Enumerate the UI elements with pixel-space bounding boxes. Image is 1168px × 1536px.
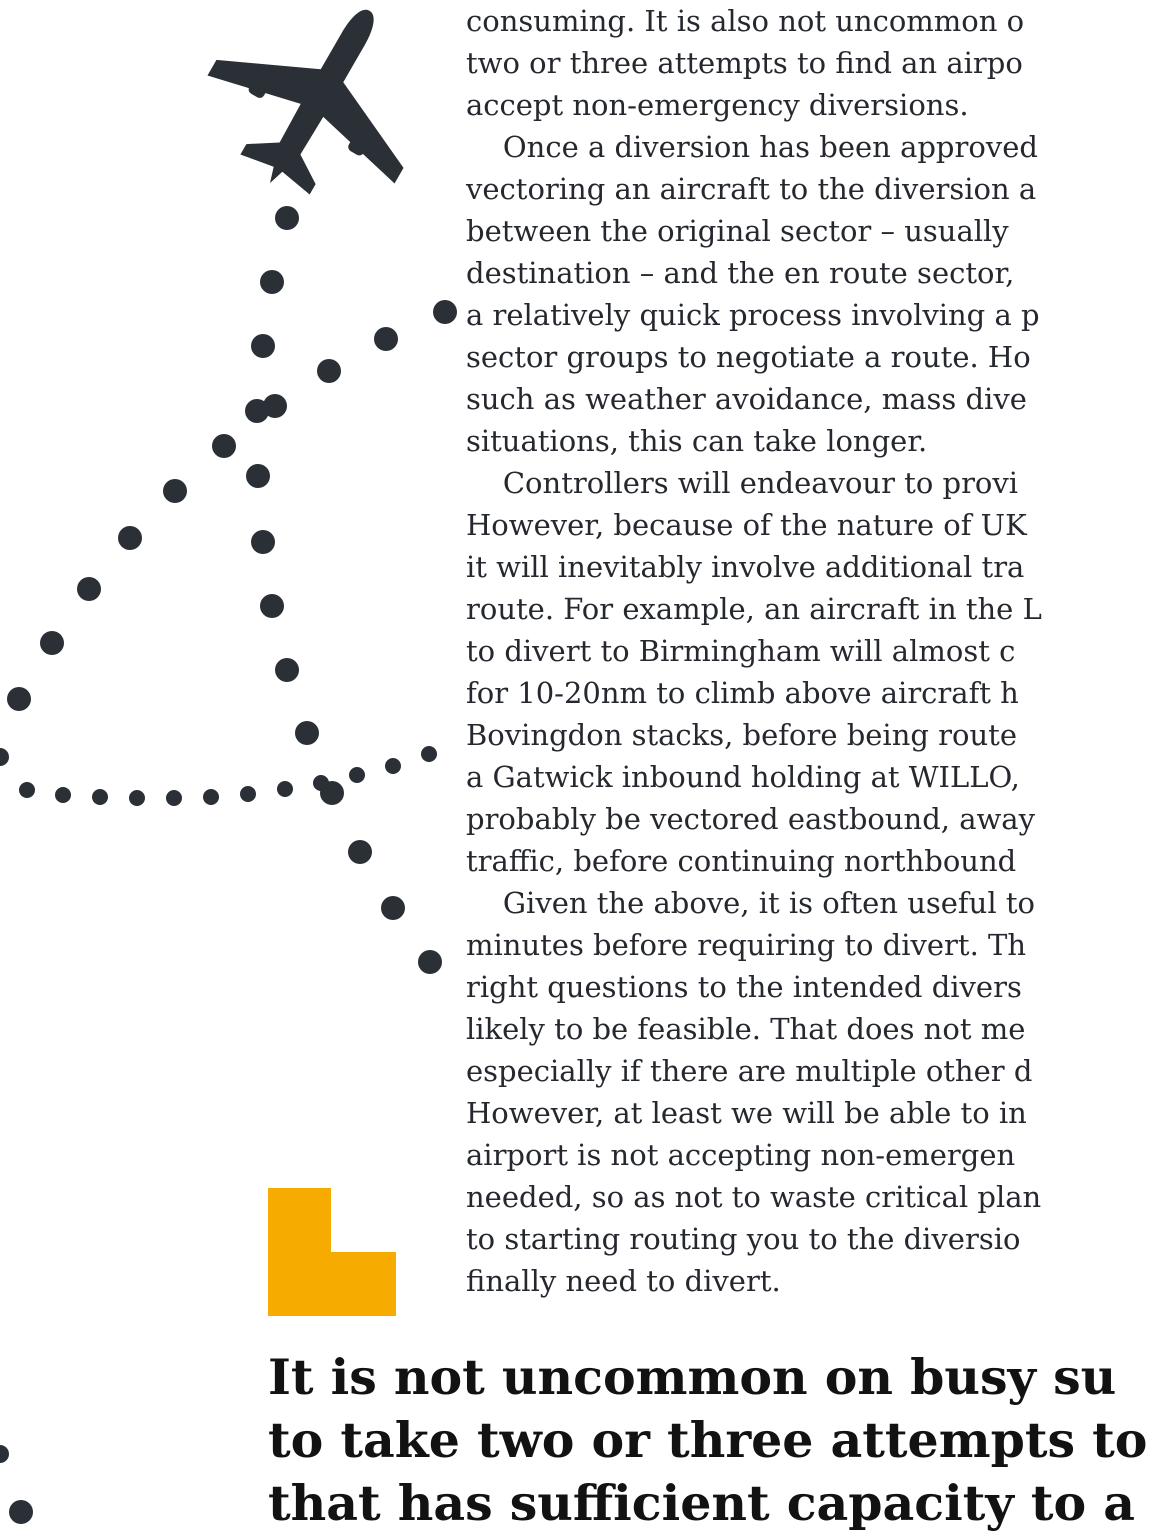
airplane-icon	[176, 0, 463, 237]
body-text-line: However, because of the nature of UK	[466, 508, 1027, 542]
body-text-line: such as weather avoidance, mass dive	[466, 382, 1027, 416]
body-text-line: Bovingdon stacks, before being route	[466, 718, 1017, 752]
corner-block-icon	[268, 1188, 396, 1316]
body-text-line: probably be vectored eastbound, away	[466, 802, 1035, 836]
body-text-line: accept non-emergency diversions.	[466, 88, 969, 122]
body-text-line: vectoring an aircraft to the diversion a	[466, 172, 1037, 206]
body-text-line: finally need to divert.	[466, 1264, 781, 1298]
body-text-line: a Gatwick inbound holding at WILLO,	[466, 760, 1020, 794]
body-text-line: two or three attempts to find an airpo	[466, 46, 1023, 80]
body-text-line: airport is not accepting non-emergen	[466, 1138, 1016, 1172]
body-text-line: route. For example, an aircraft in the L	[466, 592, 1042, 626]
body-text-line: likely to be feasible. That does not me	[466, 1012, 1026, 1046]
body-text-line: Once a diversion has been approved	[466, 130, 1038, 164]
body-text-line: sector groups to negotiate a route. Ho	[466, 340, 1031, 374]
body-text-line: However, at least we will be able to in	[466, 1096, 1027, 1130]
pull-quote-line: It is not uncommon on busy su	[268, 1348, 1117, 1406]
body-text-line: to divert to Birmingham will almost c	[466, 634, 1016, 668]
body-text-line: minutes before requiring to divert. Th	[466, 928, 1027, 962]
body-text-line: Controllers will endeavour to provi	[466, 466, 1019, 500]
article-body	[466, 0, 1106, 1302]
pull-quote-line: that has sufficient capacity to a	[268, 1474, 1136, 1532]
body-text-line: especially if there are multiple other d	[466, 1054, 1033, 1088]
flight-path-dots	[0, 206, 457, 1524]
body-text-line: right questions to the intended divers	[466, 970, 1022, 1004]
body-text-line: it will inevitably involve additional tra	[466, 550, 1025, 584]
body-text-line: destination – and the en route sector,	[466, 256, 1015, 290]
body-text-line: a relatively quick process involving a p	[466, 298, 1040, 332]
body-text-line: situations, this can take longer.	[466, 424, 928, 458]
body-text-line: between the original sector – usually	[466, 214, 1009, 248]
body-text-line: consuming. It is also not uncommon o	[466, 4, 1025, 38]
body-text-line: needed, so as not to waste critical plan	[466, 1180, 1042, 1214]
body-text-line: Given the above, it is often useful to	[466, 886, 1035, 920]
pull-quote-line: to take two or three attempts to	[268, 1411, 1148, 1469]
body-text-line: traffic, before continuing northbound	[466, 844, 1017, 878]
body-text-line: for 10-20nm to climb above aircraft h	[466, 676, 1019, 710]
pull-quote	[268, 1346, 1168, 1535]
body-text-line: to starting routing you to the diversio	[466, 1222, 1021, 1256]
